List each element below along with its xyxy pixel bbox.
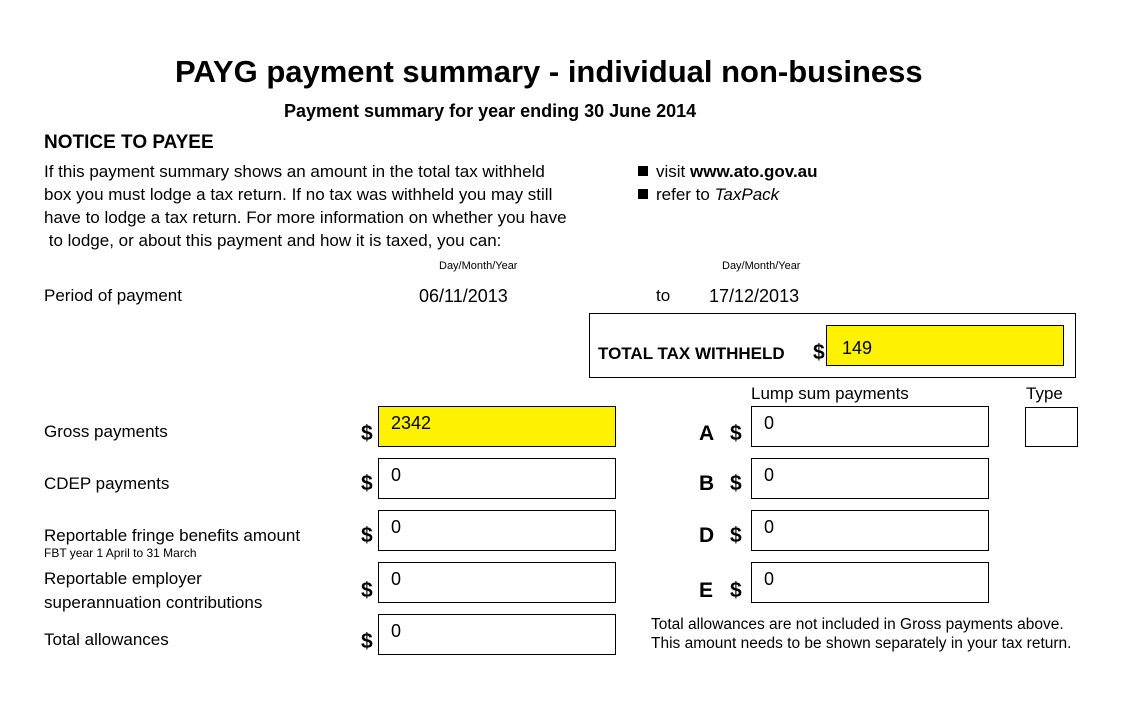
tax-withheld-dollar-sign: $ (813, 341, 825, 364)
lump-sum-a-letter: A (699, 422, 715, 445)
notice-line: to lodge, or about this payment and how it is taxed, you can: (44, 231, 502, 250)
allowances-note (651, 615, 1071, 653)
gross-payments-label: Gross payments (44, 422, 168, 441)
type-label: Type (1026, 384, 1063, 403)
tax-withheld-field[interactable]: 149 (826, 325, 1064, 366)
super-dollar-sign: $ (361, 579, 373, 602)
period-label: Period of payment (44, 286, 182, 305)
lump-sum-heading: Lump sum payments (751, 384, 909, 403)
period-to-label: to (656, 286, 671, 305)
notice-visit-item (638, 160, 818, 183)
lump-sum-e-dollar-sign: $ (730, 579, 742, 602)
super-contributions-field[interactable]: 0 (378, 562, 616, 603)
notice-text (44, 160, 567, 252)
from-date-format-label: Day/Month/Year (439, 260, 518, 272)
lump-sum-a-field[interactable]: 0 (751, 406, 989, 447)
total-allowances-field[interactable]: 0 (378, 614, 616, 655)
page-title: PAYG payment summary - individual non-business (175, 54, 923, 89)
lump-sum-d-field[interactable]: 0 (751, 510, 989, 551)
fringe-benefits-sublabel: FBT year 1 April to 31 March (44, 546, 197, 560)
allowances-note-line: This amount needs to be shown separately in your tax return. (651, 635, 1072, 652)
taxpack-reference: TaxPack (714, 185, 780, 204)
notice-line: box you must lodge a tax return. If no tax was withheld you may still (44, 185, 553, 204)
ato-website-link[interactable]: www.ato.gov.au (690, 162, 818, 181)
notice-heading: NOTICE TO PAYEE (44, 132, 214, 153)
allowances-dollar-sign: $ (361, 630, 373, 653)
lump-sum-d-dollar-sign: $ (730, 524, 742, 547)
fringe-dollar-sign: $ (361, 524, 373, 547)
tax-withheld-label: TOTAL TAX WITHHELD (598, 344, 785, 363)
gross-dollar-sign: $ (361, 422, 373, 445)
allowances-note-line: Total allowances are not included in Gross payments above. (651, 616, 1064, 633)
to-date-format-label: Day/Month/Year (722, 260, 801, 272)
notice-line: have to lodge a tax return. For more information on whether you have (44, 208, 567, 227)
lump-sum-b-field[interactable]: 0 (751, 458, 989, 499)
bullet-icon (638, 166, 648, 176)
total-allowances-label: Total allowances (44, 630, 169, 649)
bullet-icon (638, 189, 648, 199)
refer-prefix: refer to (656, 185, 710, 204)
lump-sum-b-letter: B (699, 472, 715, 495)
page-subtitle: Payment summary for year ending 30 June 2014 (284, 101, 697, 121)
super-contributions-label-line2: superannuation contributions (44, 593, 263, 612)
fringe-benefits-field[interactable]: 0 (378, 510, 616, 551)
visit-prefix: visit (656, 162, 686, 181)
cdep-payments-field[interactable]: 0 (378, 458, 616, 499)
lump-sum-e-field[interactable]: 0 (751, 562, 989, 603)
lump-sum-d-letter: D (699, 524, 715, 547)
notice-line: If this payment summary shows an amount in the total tax withheld (44, 162, 545, 181)
period-from-date[interactable]: 06/11/2013 (419, 286, 508, 306)
lump-sum-b-dollar-sign: $ (730, 472, 742, 495)
notice-refer-item (638, 183, 779, 206)
cdep-payments-label: CDEP payments (44, 474, 170, 493)
gross-payments-field[interactable]: 2342 (378, 406, 616, 447)
lump-sum-a-dollar-sign: $ (730, 422, 742, 445)
period-to-date[interactable]: 17/12/2013 (709, 286, 800, 306)
fringe-benefits-label: Reportable fringe benefits amount (44, 526, 301, 545)
lump-sum-e-letter: E (699, 579, 714, 602)
super-contributions-label-line1: Reportable employer (44, 569, 202, 588)
cdep-dollar-sign: $ (361, 472, 373, 495)
lump-sum-type-field[interactable] (1025, 407, 1078, 447)
